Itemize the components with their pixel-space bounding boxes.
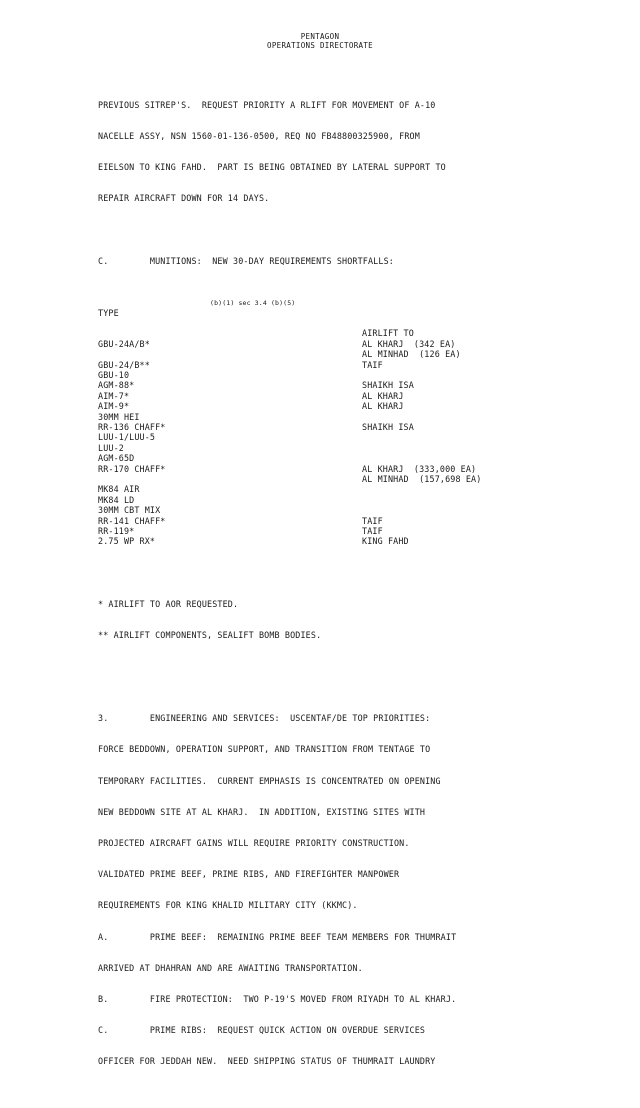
text-line: PREVIOUS SITREP'S. REQUEST PRIORITY A RLIFT FOR MOVEMENT OF A-10: [98, 99, 436, 110]
munitions-row: [98, 526, 618, 536]
text-line: REQUIREMENTS FOR KING KHALID MILITARY CITY (KKMC).: [98, 900, 358, 911]
text-line: B. FIRE PROTECTION: TWO P-19'S MOVED FROM RIYADH TO AL KHARJ.: [98, 993, 457, 1004]
munition-type: RR-119*: [98, 525, 135, 536]
airlift-column-header: AIRLIFT TO: [362, 328, 414, 339]
munition-type: LUU-2: [98, 442, 124, 453]
munitions-table: [98, 339, 618, 547]
munitions-row: [98, 495, 618, 505]
footnotes: [98, 578, 618, 661]
munitions-row: [98, 505, 618, 515]
text-line: ARRIVED AT DHAHRAN AND ARE AWAITING TRANSPORTATION.: [98, 962, 363, 973]
munitions-heading: C. MUNITIONS: NEW 30-DAY REQUIREMENTS SHORTFALLS:: [98, 255, 394, 266]
munitions-table-header: [98, 297, 618, 339]
munitions-row: [98, 391, 618, 401]
airlift-destination: TAIF: [362, 515, 383, 526]
text-line: OFFICER FOR JEDDAH NEW. NEED SHIPPING STATUS OF THUMRAIT LAUNDRY: [98, 1056, 436, 1067]
text-line: NACELLE ASSY, NSN 1560-01-136-0500, REQ NO FB48800325900, FROM: [98, 130, 420, 141]
text-line: PROJECTED AIRCRAFT GAINS WILL REQUIRE PRIORITY CONSTRUCTION.: [98, 837, 410, 848]
redaction-marking: (b)(1) sec 3.4 (b)(5): [210, 299, 296, 308]
munitions-row: [98, 412, 618, 422]
munition-type: AGM-65D: [98, 453, 135, 464]
text-line: NEW BEDDOWN SITE AT AL KHARJ. IN ADDITION, EXISTING SITES WITH: [98, 806, 426, 817]
text-line: REPAIR AIRCRAFT DOWN FOR 14 DAYS.: [98, 193, 270, 204]
document-header: [0, 32, 640, 50]
airlift-destination: AL KHARJ: [362, 390, 404, 401]
text-line: VALIDATED PRIME BEEF, PRIME RIBS, AND FIREFIGHTER MANPOWER: [98, 869, 400, 880]
munitions-row: [98, 484, 618, 494]
airlift-destination: AL MINHAD (157,698 EA): [362, 473, 482, 484]
munition-type: GBU-24/B**: [98, 359, 150, 370]
airlift-destination: SHAIKH ISA: [362, 422, 414, 432]
munitions-row: [98, 380, 618, 390]
airlift-destination: AL KHARJ (333,000 EA): [362, 463, 477, 474]
munitions-row: [98, 339, 618, 349]
document-body: [98, 58, 618, 1108]
munitions-row: [98, 422, 618, 432]
munitions-row: [98, 516, 618, 526]
airlift-destination: AL KHARJ (342 EA): [362, 338, 456, 349]
munition-type: GBU-24A/B*: [98, 338, 150, 349]
munition-type: 30MM HEI: [98, 411, 140, 422]
intro-paragraph: [98, 79, 618, 225]
airlift-destination: TAIF: [362, 525, 383, 536]
text-line: A. PRIME BEEF: REMAINING PRIME BEEF TEAM MEMBERS FOR THUMRAIT: [98, 931, 457, 942]
airlift-destination: SHAIKH ISA: [362, 380, 414, 391]
munitions-row: [98, 453, 618, 463]
text-line: FORCE BEDDOWN, OPERATION SUPPORT, AND TRANSITION FROM TENTAGE TO: [98, 744, 431, 755]
munitions-row: [98, 370, 618, 380]
munitions-row: [98, 432, 618, 442]
munition-type: RR-136 CHAFF*: [98, 422, 166, 432]
munition-type: MK84 LD: [98, 494, 135, 505]
munitions-row: [98, 443, 618, 453]
munition-type: MK84 AIR: [98, 484, 140, 495]
munition-type: RR-141 CHAFF*: [98, 515, 166, 526]
munition-type: AGM-88*: [98, 380, 135, 391]
airlift-destination: TAIF: [362, 359, 383, 370]
munition-type: LUU-1/LUU-5: [98, 432, 156, 443]
munition-type: AIM-7*: [98, 390, 130, 401]
section-3: [98, 692, 618, 1087]
footnote: ** AIRLIFT COMPONENTS, SEALIFT BOMB BODIES.: [98, 629, 322, 640]
airlift-destination: AL MINHAD (126 EA): [362, 349, 461, 360]
header-line-2: OPERATIONS DIRECTORATE: [267, 41, 373, 50]
munitions-row: [98, 536, 618, 546]
munition-type: RR-170 CHAFF*: [98, 463, 166, 474]
airlift-destination: AL KHARJ: [362, 401, 404, 412]
type-column-header: TYPE: [98, 307, 119, 318]
footnote: * AIRLIFT TO AOR REQUESTED.: [98, 598, 239, 609]
text-line: 3. ENGINEERING AND SERVICES: USCENTAF/DE TOP PRIORITIES:: [98, 713, 431, 724]
munitions-row: [98, 464, 618, 474]
airlift-destination: KING FAHD: [362, 536, 409, 547]
text-line: TEMPORARY FACILITIES. CURRENT EMPHASIS IS CONCENTRATED ON OPENING: [98, 775, 441, 786]
text-line: C. PRIME RIBS: REQUEST QUICK ACTION ON OVERDUE SERVICES: [98, 1025, 426, 1036]
munitions-row: [98, 401, 618, 411]
munitions-row: [98, 474, 618, 484]
munition-type: 30MM CBT MIX: [98, 505, 161, 516]
header-line-1: PENTAGON: [300, 32, 340, 41]
munition-type: 2.75 WP RX*: [98, 536, 156, 547]
munitions-row: [98, 360, 618, 370]
munition-type: AIM-9*: [98, 401, 130, 412]
munitions-row: [98, 349, 618, 359]
munition-type: GBU-10: [98, 370, 130, 381]
text-line: EIELSON TO KING FAHD. PART IS BEING OBTAINED BY LATERAL SUPPORT TO: [98, 162, 446, 173]
